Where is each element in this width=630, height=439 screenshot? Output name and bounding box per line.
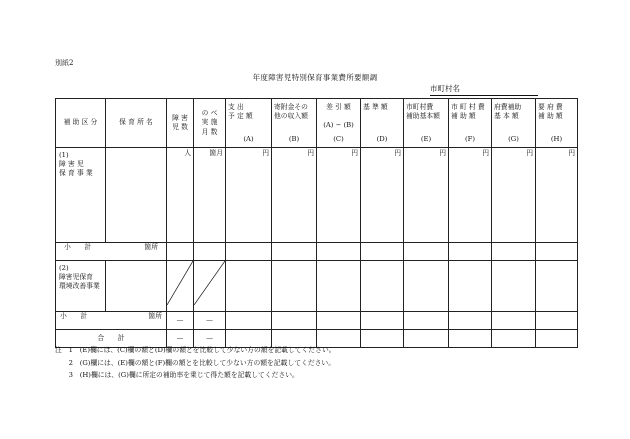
unit-yen: 円: [307, 149, 314, 157]
header-g-label: 府費補助 基 本 額: [494, 103, 522, 121]
header-b: [272, 99, 317, 148]
section2-h-cell[interactable]: [536, 261, 578, 312]
subtotal1-row: [56, 243, 578, 261]
section2-d-cell[interactable]: [361, 261, 404, 312]
section2-g-cell[interactable]: [492, 261, 536, 312]
section2-row: [56, 261, 578, 312]
section2-e-cell[interactable]: [404, 261, 449, 312]
subtotal1-f[interactable]: [449, 243, 492, 261]
header-a: [226, 99, 272, 148]
unit-yen: 円: [568, 149, 575, 157]
subtotal1-g[interactable]: [492, 243, 536, 261]
section2-label: [56, 261, 106, 312]
subtotal1-h[interactable]: [536, 243, 578, 261]
section1-c-cell[interactable]: [317, 148, 361, 243]
section1-g-cell[interactable]: [492, 148, 536, 243]
section1-b-cell[interactable]: [272, 148, 317, 243]
subtotal2-d[interactable]: [361, 312, 404, 330]
header-months: [194, 99, 226, 148]
section2-children-na: [167, 261, 194, 312]
subtotal2-b[interactable]: [272, 312, 317, 330]
header-c-label: 差 引 額 (A) − (B): [323, 103, 354, 130]
header-children: [167, 99, 194, 148]
header-category-text: 補 助 区 分: [63, 118, 98, 127]
note-1: 注 1 (E)欄には、(C)欄の額と(D)欄の額とを比較して少ない方の額を記載してください。: [55, 346, 336, 354]
header-f: [449, 99, 492, 148]
section1-children-cell[interactable]: [167, 148, 194, 243]
subtotal2-h[interactable]: [536, 312, 578, 330]
notes: [55, 344, 336, 382]
subtotal2-facility-unit: 箇所: [148, 312, 162, 320]
subtotal1-text: 小 計: [64, 243, 92, 251]
subtotal2-text: 小 計: [60, 312, 88, 320]
section1-e-cell[interactable]: [404, 148, 449, 243]
header-h-label: 要 府 費 補 助 額: [538, 103, 563, 121]
subtotal1-b[interactable]: [272, 243, 317, 261]
header-months-text: の べ 実 施 月 数: [201, 109, 218, 136]
header-h-code: (H): [550, 134, 563, 143]
dash: —: [176, 333, 184, 342]
header-g-code: (G): [508, 134, 519, 143]
subtotal1-d[interactable]: [361, 243, 404, 261]
header-row: [56, 99, 578, 148]
section1-f-cell[interactable]: [449, 148, 492, 243]
header-facility-text: 保 育 所 名: [119, 118, 153, 127]
subtotal2-row: [56, 312, 578, 330]
subtotal1-children[interactable]: [167, 243, 194, 261]
header-e: [404, 99, 449, 148]
subtotal1-label: [56, 243, 167, 261]
subtotal1-c[interactable]: [317, 243, 361, 261]
header-f-code: (F): [464, 134, 476, 143]
section2-c-cell[interactable]: [317, 261, 361, 312]
unit-yen: 円: [439, 149, 446, 157]
note-3: 3 (H)欄には、(G)欄に所定の補助率を乗じて得た額を記載してください。: [55, 371, 299, 379]
subtotal2-label: [56, 312, 167, 330]
section2-label-text: (2) 障害児保育 環境改善事業: [59, 264, 100, 291]
header-c-code: (C): [333, 134, 344, 143]
total-g[interactable]: [492, 330, 536, 348]
subtotal2-g[interactable]: [492, 312, 536, 330]
header-a-label: 支 出 予 定 額: [228, 103, 253, 121]
dash: —: [206, 315, 213, 324]
subtotal2-months: [194, 312, 226, 330]
header-a-code: (A): [243, 134, 254, 143]
municipality-field[interactable]: 市町村名: [430, 83, 538, 96]
section1-row: [56, 148, 578, 243]
subtotal2-a[interactable]: [226, 312, 272, 330]
subtotal1-facility-unit: 箇所: [144, 243, 158, 251]
subtotal2-f[interactable]: [449, 312, 492, 330]
subtotal2-c[interactable]: [317, 312, 361, 330]
total-text: 合 計: [97, 333, 125, 342]
diagonal-strike-icon: [194, 261, 225, 305]
header-g: [492, 99, 536, 148]
form-label: 別紙2: [55, 59, 74, 67]
header-d: [361, 99, 404, 148]
unit-yen: 円: [351, 149, 358, 157]
unit-yen: 円: [526, 149, 533, 157]
section2-f-cell[interactable]: [449, 261, 492, 312]
section2-facility-cell[interactable]: [106, 261, 167, 312]
header-e-label: 市町村費 補助基本額: [406, 103, 440, 121]
section2-a-cell[interactable]: [226, 261, 272, 312]
unit-months: 箇月: [209, 149, 223, 157]
header-c: [317, 99, 361, 148]
header-category: [56, 99, 106, 148]
section1-months-cell[interactable]: [194, 148, 226, 243]
diagonal-strike-icon: [167, 261, 193, 305]
unit-yen: 円: [482, 149, 489, 157]
header-facility: [106, 99, 167, 148]
section1-h-cell[interactable]: [536, 148, 578, 243]
subtotal2-children: [167, 312, 194, 330]
dash: —: [206, 333, 213, 342]
total-d[interactable]: [361, 330, 404, 348]
total-e[interactable]: [404, 330, 449, 348]
section2-months-na: [194, 261, 226, 312]
header-f-label: 市 町 村 費 補 助 額: [451, 103, 485, 121]
header-b-code: (B): [288, 134, 300, 143]
subtotal1-a[interactable]: [226, 243, 272, 261]
header-d-label: 基 準 額: [363, 103, 388, 111]
section1-a-cell[interactable]: [226, 148, 272, 243]
section1-label-text: (1) 障 害 児 保 育 事 業: [59, 151, 93, 178]
unit-yen: 円: [394, 149, 401, 157]
subtotal2-e[interactable]: [404, 312, 449, 330]
header-e-code: (E): [420, 134, 432, 143]
document-title: 年度障害児特別保育事業費所要額調: [252, 73, 378, 82]
section2-b-cell[interactable]: [272, 261, 317, 312]
header-children-text: 障 害 児 数: [172, 113, 188, 131]
section1-facility-cell[interactable]: [106, 148, 167, 243]
subtotal1-e[interactable]: [404, 243, 449, 261]
total-h[interactable]: [536, 330, 578, 348]
section1-d-cell[interactable]: [361, 148, 404, 243]
unit-children: 人: [184, 149, 191, 157]
budget-table: [55, 98, 578, 348]
header-b-label: 寄附金その 他の収入額: [274, 103, 308, 121]
header-h: [536, 99, 578, 148]
header-d-code: (D): [376, 134, 388, 143]
total-f[interactable]: [449, 330, 492, 348]
unit-yen: 円: [262, 149, 269, 157]
dash: —: [176, 315, 184, 324]
section1-label: [56, 148, 106, 243]
subtotal1-months[interactable]: [194, 243, 226, 261]
note-2: 2 (G)欄には、(E)欄の額と(F)欄の額とを比較して少ない方の額を記載してください。: [55, 358, 336, 367]
